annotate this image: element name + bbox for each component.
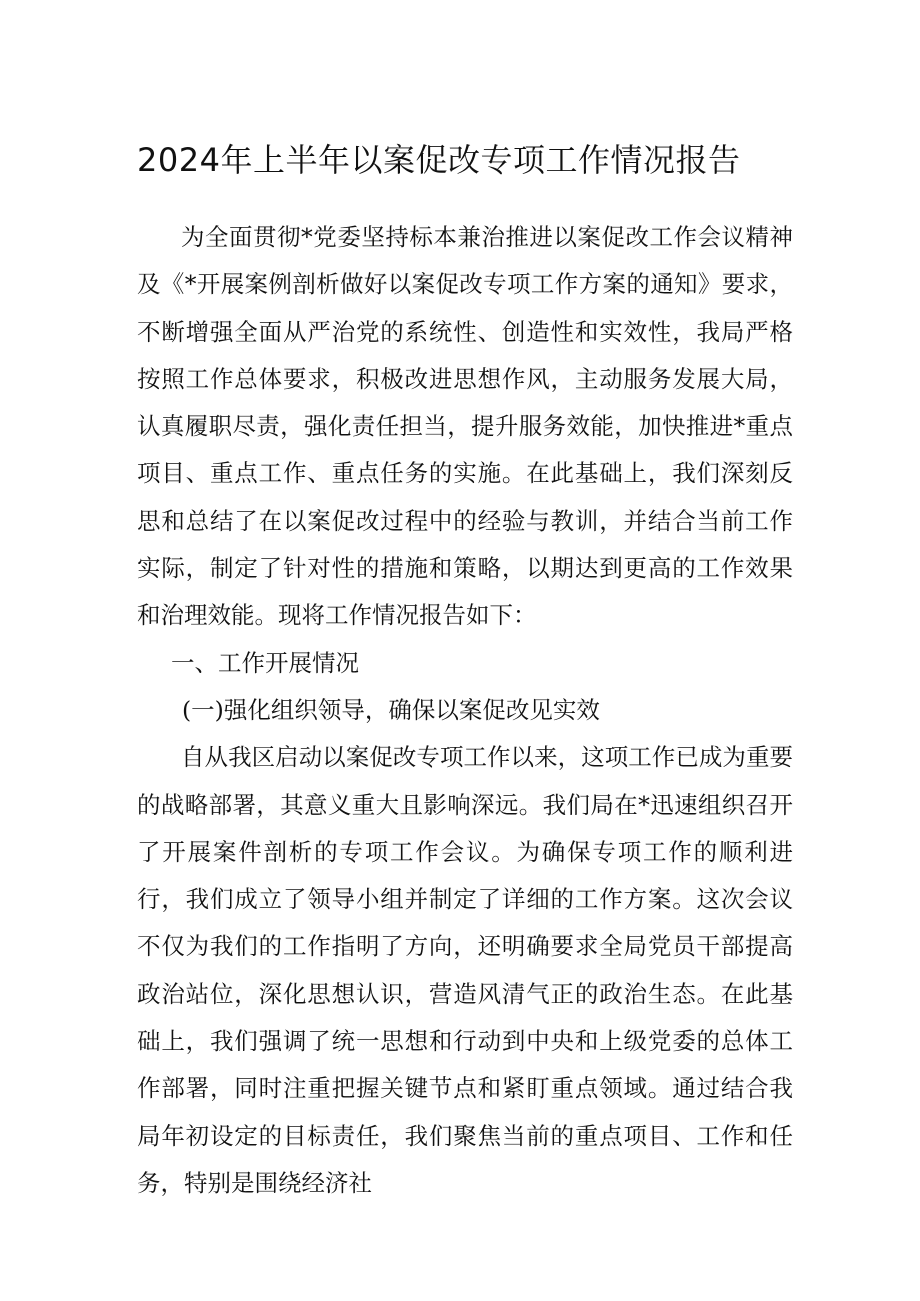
document-title: 2024年上半年以案促改专项工作情况报告 (137, 141, 741, 179)
section-heading: 一、工作开展情况 (171, 648, 359, 677)
document-body (137, 214, 793, 1207)
body-paragraph: 自从我区启动以案促改专项工作以来，这项工作已成为重要的战略部署，其意义重大且影响深远。我们局在*迅速组织召开了开展案件剖析的专项工作会议。为确保专项工作的顺利进行，我们成立了领导小组并制定了详细的工作方案。这次会议不仅为我们的工作指明了方向，还明确要求全局党员干部提高政治站位，深化思想认识，营造风清气正的政治生态。在此基础上，我们强调了统一思想和行动到中央和上级党委的总体工作部署，同时注重把握关键节点和紧盯重点领域。通过结合我局年初设定的目标责任，我们聚焦当前的重点项目、工作和任务，特别是围绕经济社 (137, 743, 793, 1197)
subsection-heading: (一)强化组织领导，确保以案促改见实效 (182, 695, 600, 724)
intro-paragraph: 为全面贯彻*党委坚持标本兼治推进以案促改工作会议精神及《*开展案例剖析做好以案促改专项工作方案的通知》要求，不断增强全面从严治党的系统性、创造性和实效性，我局严格按照工作总体要求，积极改进思想作风，主动服务发展大局，认真履职尽责，强化责任担当，提升服务效能，加快推进*重点项目、重点工作、重点任务的实施。在此基础上，我们深刻反思和总结了在以案促改过程中的经验与教训，并结合当前工作实际，制定了针对性的措施和策略，以期达到更高的工作效果和治理效能。现将工作情况报告如下： (137, 223, 793, 630)
